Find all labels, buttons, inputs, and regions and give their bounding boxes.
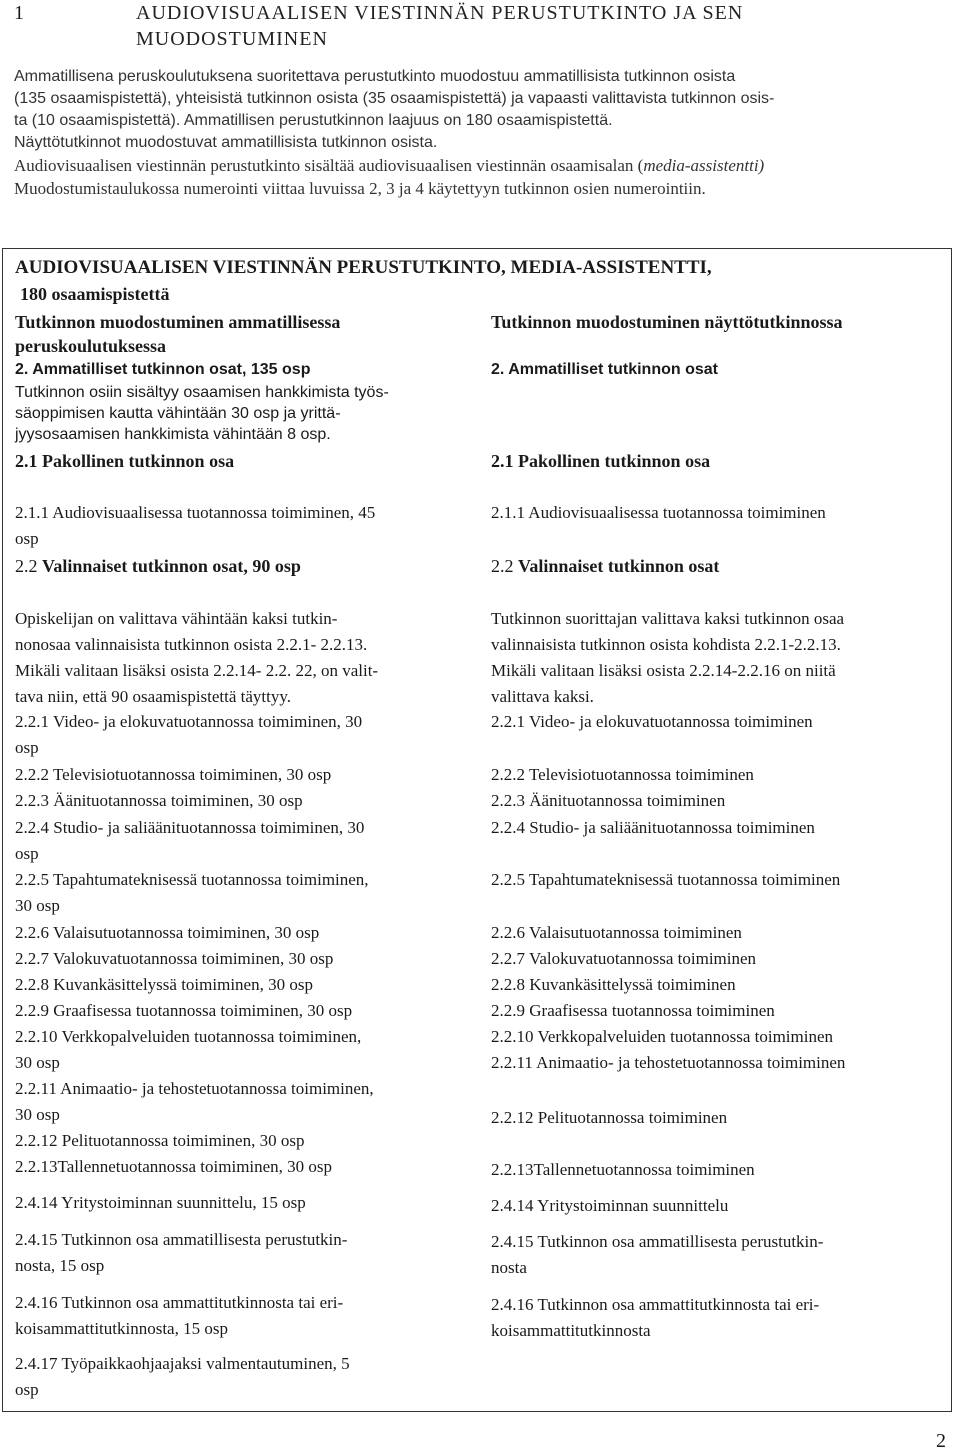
- left-item: 30 osp: [15, 1105, 60, 1124]
- left-item: 2.2.6 Valaisutuotannossa toimiminen, 30 osp: [15, 923, 320, 942]
- right-optional-note: Mikäli valitaan lisäksi osista 2.2.14-2.2.16 on niitä: [491, 661, 836, 680]
- right-item: 2.2.1 Video- ja elokuvatuotannossa toimiminen: [491, 712, 813, 731]
- left-part2-note: jyysosaamisen hankkimista vähintään 8 osp.: [15, 426, 331, 443]
- right-item: 2.2.6 Valaisutuotannossa toimiminen: [491, 923, 742, 942]
- right-item-211: 2.1.1 Audiovisuaalisessa tuotannossa toimiminen: [491, 503, 826, 522]
- left-item: 2.2.5 Tapahtumateknisessä tuotannossa toimiminen,: [15, 870, 369, 889]
- left-part2-note: säoppimisen kautta vähintään 30 osp ja yrittä-: [15, 405, 341, 422]
- left-optional-note: Mikäli valitaan lisäksi osista 2.2.14- 2.2. 22, on valit-: [15, 661, 379, 680]
- right-part2-heading: 2. Ammatilliset tutkinnon osat: [491, 361, 718, 378]
- left-part2-note: Tutkinnon osiin sisältyy osaamisen hankkimista työs-: [15, 384, 389, 401]
- left-item: 2.2.10 Verkkopalveluiden tuotannossa toimiminen,: [15, 1027, 362, 1046]
- intro-line: Ammatillisena peruskoulutuksena suoritettava perustutkinto muodostuu ammatillisista tutkinnon osista: [14, 68, 736, 85]
- right-item: 2.2.4 Studio- ja saliäänituotannossa toimiminen: [491, 818, 815, 837]
- left-item: osp: [15, 1380, 39, 1399]
- right-item: 2.2.10 Verkkopalveluiden tuotannossa toimiminen: [491, 1027, 834, 1046]
- left-column-heading-cont: peruskoulutuksessa: [15, 336, 167, 356]
- left-optional-label: Valinnaiset tutkinnon osat, 90 osp: [42, 556, 301, 576]
- left-optional-prefix: 2.2: [15, 556, 42, 576]
- section-title: [136, 0, 936, 52]
- intro-line: ta (10 osaamispistettä). Ammatillisen perustutkinnon laajuus on 180 osaamispistettä.: [14, 112, 613, 129]
- right-mandatory-heading: 2.1 Pakollinen tutkinnon osa: [491, 451, 711, 471]
- left-optional-note: tava niin, että 90 osaamispistettä täyttyy.: [15, 687, 292, 706]
- right-item: 2.2.8 Kuvankäsittelyssä toimiminen: [491, 975, 736, 994]
- intro-line-numbering: Muodostumistaulukossa numerointi viittaa luvuissa 2, 3 ja 4 käytettyyn tutkinnon osien numerointiin.: [14, 179, 706, 198]
- left-optional-note: Opiskelijan on valittava vähintään kaksi tutkin-: [15, 609, 338, 628]
- right-item: 2.2.13Tallennetuotannossa toimiminen: [491, 1160, 755, 1179]
- intro-line-italic: media-assistentti): [643, 156, 765, 175]
- intro-line: Näyttötutkinnot muodostuvat ammatillisista tutkinnon osista.: [14, 134, 438, 151]
- right-item: 2.2.2 Televisiotuotannossa toimiminen: [491, 765, 754, 784]
- left-item: 2.4.16 Tutkinnon osa ammattitutkinnosta tai eri-: [15, 1293, 344, 1312]
- right-item: 2.4.16 Tutkinnon osa ammattitutkinnosta tai eri-: [491, 1295, 820, 1314]
- left-item: 2.2.9 Graafisessa tuotannossa toimiminen, 30 osp: [15, 1001, 353, 1020]
- left-item: 2.2.2 Televisiotuotannossa toimiminen, 30 osp: [15, 765, 332, 784]
- left-item: 30 osp: [15, 1053, 60, 1072]
- left-item-211-cont: osp: [15, 529, 39, 548]
- left-item: 2.2.13Tallennetuotannossa toimiminen, 30 osp: [15, 1157, 333, 1176]
- left-mandatory-heading: 2.1 Pakollinen tutkinnon osa: [15, 451, 235, 471]
- left-item: 30 osp: [15, 896, 60, 915]
- intro-line: (135 osaamispistettä), yhteisistä tutkinnon osista (35 osaamispistettä) ja vapaasti valittavista tutkinnon osis-: [14, 90, 775, 107]
- left-optional-note: nonosaa valinnaisista tutkinnon osista 2.2.1- 2.2.13.: [15, 635, 368, 654]
- right-item: 2.2.11 Animaatio- ja tehostetuotannossa toimiminen: [491, 1053, 846, 1072]
- right-item: nosta: [491, 1258, 527, 1277]
- intro-paragraph: [14, 66, 949, 200]
- left-item: 2.2.11 Animaatio- ja tehostetuotannossa toimiminen,: [15, 1079, 374, 1098]
- left-item: 2.2.12 Pelituotannossa toimiminen, 30 osp: [15, 1131, 305, 1150]
- right-item: 2.2.12 Pelituotannossa toimiminen: [491, 1108, 728, 1127]
- section-number: 1: [14, 2, 24, 24]
- left-item: 2.2.8 Kuvankäsittelyssä toimiminen, 30 osp: [15, 975, 313, 994]
- left-item: 2.4.14 Yritystoiminnan suunnittelu, 15 osp: [15, 1193, 306, 1212]
- left-item: osp: [15, 844, 39, 863]
- right-optional-label: Valinnaiset tutkinnon osat: [518, 556, 720, 576]
- right-optional-note: valittava kaksi.: [491, 687, 594, 706]
- right-item: 2.4.15 Tutkinnon osa ammatillisesta perustutkin-: [491, 1232, 824, 1251]
- left-part2-heading: 2. Ammatilliset tutkinnon osat, 135 osp: [15, 361, 311, 378]
- left-item: 2.2.7 Valokuvatuotannossa toimiminen, 30 osp: [15, 949, 334, 968]
- right-optional-prefix: 2.2: [491, 556, 518, 576]
- right-column-heading: Tutkinnon muodostuminen näyttötutkinnossa: [491, 312, 843, 332]
- left-item: 2.2.3 Äänituotannossa toimiminen, 30 osp: [15, 791, 303, 810]
- left-item: 2.2.4 Studio- ja saliäänituotannossa toimiminen, 30: [15, 818, 365, 837]
- right-item: 2.2.3 Äänituotannossa toimiminen: [491, 791, 726, 810]
- left-item: 2.2.1 Video- ja elokuvatuotannossa toimiminen, 30: [15, 712, 363, 731]
- left-column-heading: Tutkinnon muodostuminen ammatillisessa: [15, 312, 341, 332]
- right-item: 2.2.7 Valokuvatuotannossa toimiminen: [491, 949, 757, 968]
- section-header: [14, 0, 944, 52]
- right-optional-note: valinnaisista tutkinnon osista kohdista 2.2.1-2.2.13.: [491, 635, 841, 654]
- right-item: 2.4.14 Yritystoiminnan suunnittelu: [491, 1196, 729, 1215]
- right-item: 2.2.5 Tapahtumateknisessä tuotannossa toimiminen: [491, 870, 841, 889]
- table-title: AUDIOVISUAALISEN VIESTINNÄN PERUSTUTKINTO, MEDIA-ASSISTENTTI,: [15, 257, 712, 278]
- left-item: koisammattitutkinnosta, 15 osp: [15, 1319, 228, 1338]
- section-title-line1: AUDIOVISUAALISEN VIESTINNÄN PERUSTUTKINTO JA SEN: [136, 2, 744, 24]
- right-optional-note: Tutkinnon suorittajan valittava kaksi tutkinnon osaa: [491, 609, 845, 628]
- left-optional-heading: [15, 553, 301, 579]
- table-subtitle: 180 osaamispistettä: [20, 284, 170, 304]
- intro-line-text: Audiovisuaalisen viestinnän perustutkinto sisältää audiovisuaalisen viestinnän osaamisalan (: [14, 156, 644, 175]
- right-item: koisammattitutkinnosta: [491, 1321, 651, 1340]
- left-item-211: 2.1.1 Audiovisuaalisessa tuotannossa toimiminen, 45: [15, 503, 376, 522]
- qualification-structure-table: [2, 248, 952, 1412]
- section-title-line2: MUODOSTUMINEN: [136, 28, 328, 50]
- right-item: 2.2.9 Graafisessa tuotannossa toimiminen: [491, 1001, 775, 1020]
- left-item: nosta, 15 osp: [15, 1256, 105, 1275]
- page-number: 2: [936, 1430, 946, 1452]
- right-optional-heading: [491, 553, 719, 579]
- left-item: 2.4.15 Tutkinnon osa ammatillisesta perustutkin-: [15, 1230, 348, 1249]
- left-item: osp: [15, 738, 39, 757]
- left-item: 2.4.17 Työpaikkaohjaajaksi valmentautuminen, 5: [15, 1354, 350, 1373]
- intro-line-osaamisala: [14, 154, 949, 177]
